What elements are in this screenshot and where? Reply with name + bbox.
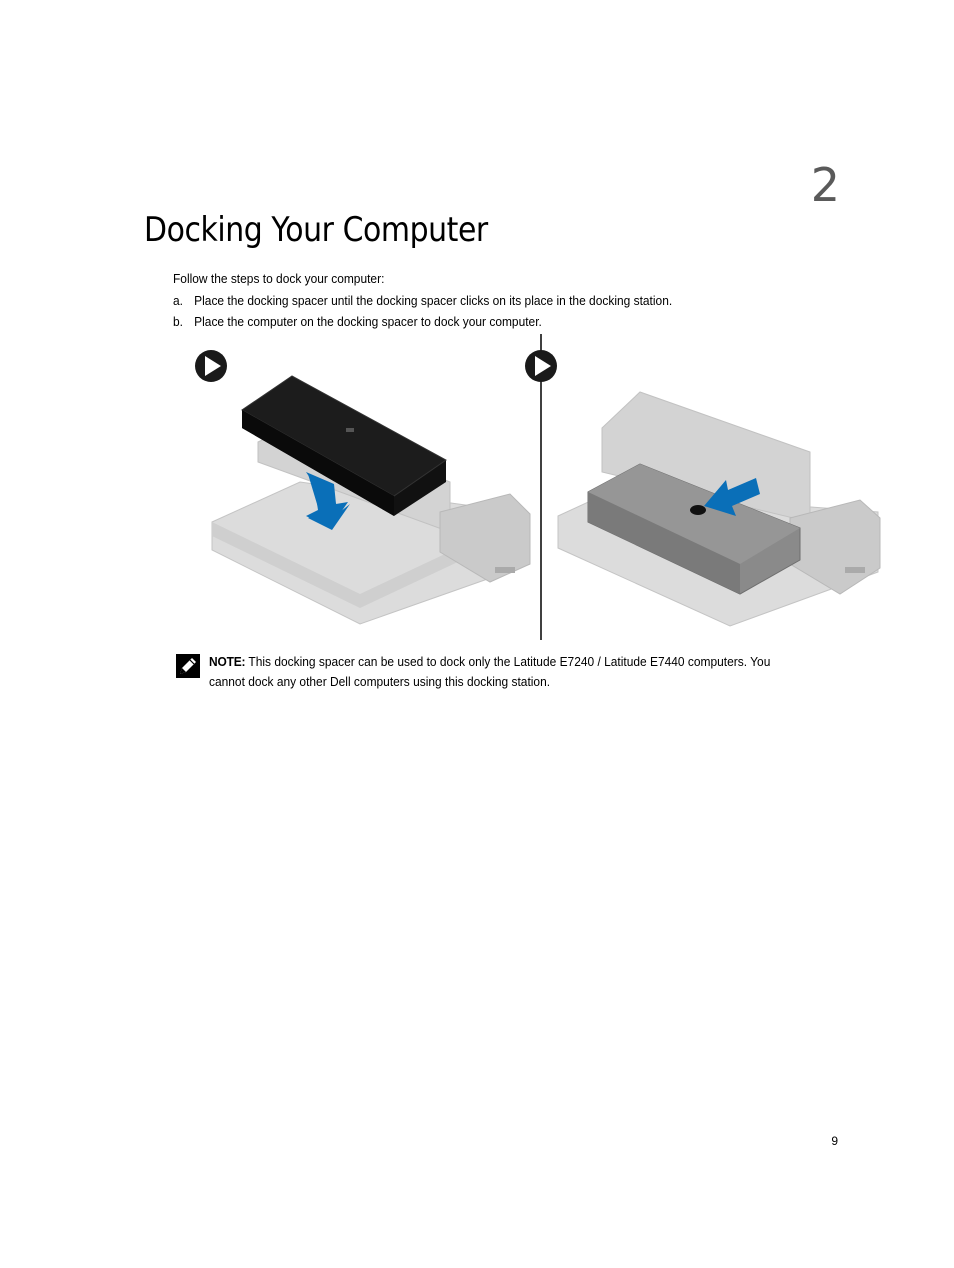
step-text: Place the docking spacer until the docking spacer clicks on its place in the docking station. bbox=[194, 293, 673, 308]
pencil-icon bbox=[176, 654, 200, 678]
step-marker: a. bbox=[173, 293, 183, 308]
step-item bbox=[173, 293, 672, 314]
page-number: 9 bbox=[831, 1134, 838, 1148]
steps-list bbox=[173, 293, 716, 335]
note-body: This docking spacer can be used to dock only the Latitude E7240 / Latitude E7440 computers. You cannot dock any other Dell computers using this docking station. bbox=[209, 654, 771, 689]
chapter-number: 2 bbox=[810, 158, 840, 212]
note-text bbox=[209, 652, 798, 692]
step-text: Place the computer on the docking spacer to dock your computer. bbox=[194, 314, 542, 329]
step-marker: b. bbox=[173, 314, 183, 329]
note-label: NOTE: bbox=[209, 654, 246, 669]
play-circle-icon bbox=[525, 350, 557, 382]
page-title: Docking Your Computer bbox=[144, 210, 488, 250]
play-circle-icon bbox=[195, 350, 227, 382]
docking-figure bbox=[190, 332, 890, 644]
intro-text: Follow the steps to dock your computer: bbox=[173, 271, 385, 286]
